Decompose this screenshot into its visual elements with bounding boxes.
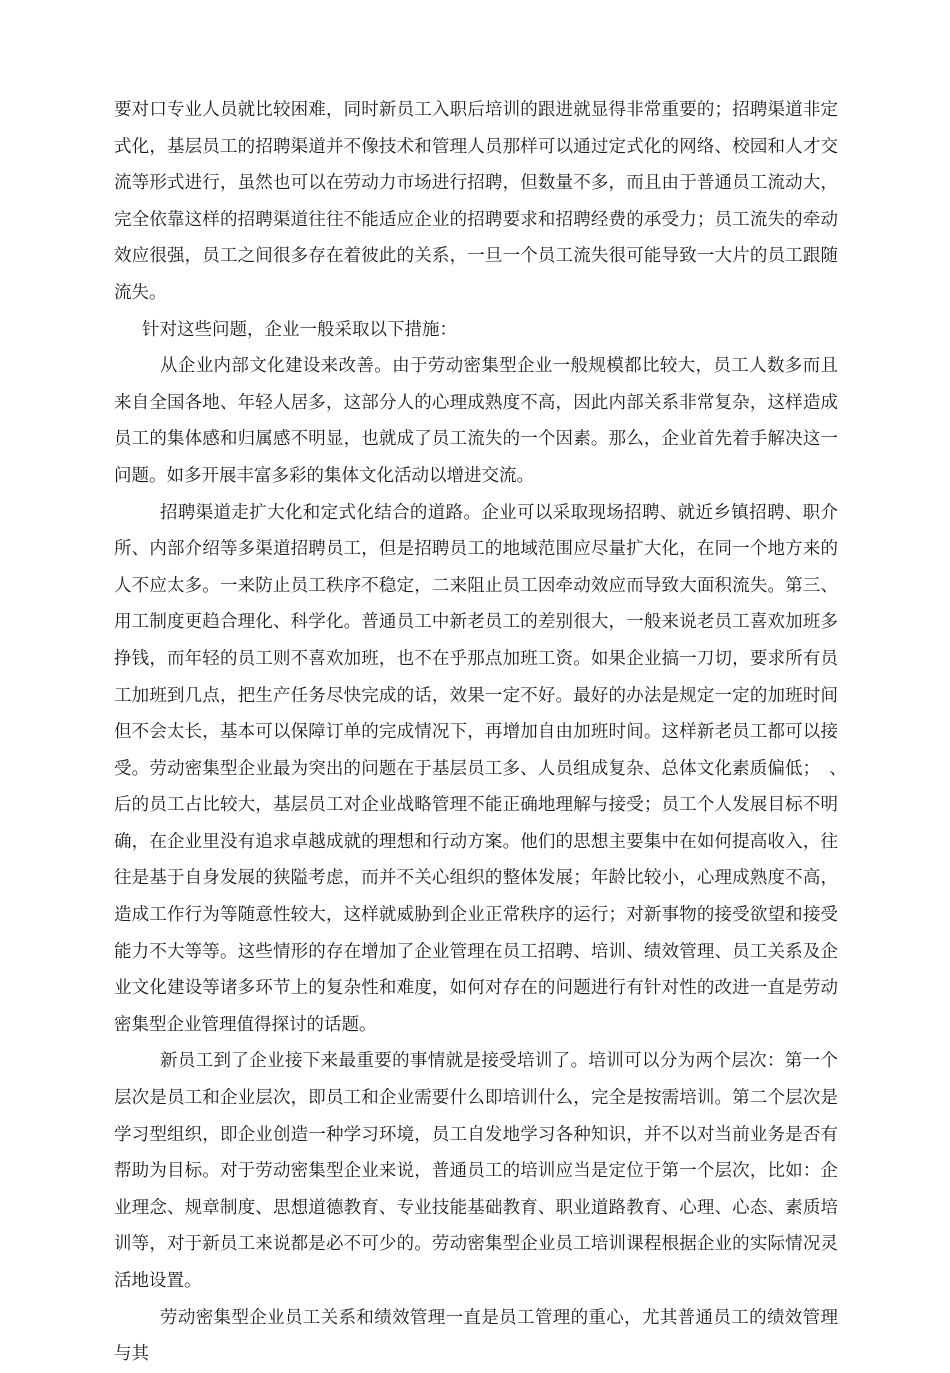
paragraph-3: 从企业内部文化建设来改善。由于劳动密集型企业一般规模都比较大，员工人数多而且来自全国各地、年轻人居多，这部分人的心理成熟度不高，因此内部关系非常复杂，这样造成员工的集体感和归属感不明显，也就成了员工流失的一个因素。那么，企业首先着手解决这一问题。如多开展丰富多彩的集体文化活动以增进交流。 — [114, 356, 838, 486]
paragraph-4: 招聘渠道走扩大化和定式化结合的道路。企业可以采取现场招聘、就近乡镇招聘、职介所、内部介绍等多渠道招聘员工，但是招聘员工的地域范围应尽量扩大化，在同一个地方来的人不应太多。一来防止员工秩序不稳定，二来阻止员工因牵动效应而导致大面积流失。第三、用工制度更趋合理化、科学化。普通员工中新老员工的差别很大，一般来说老员工喜欢加班多挣钱，而年轻的员工则不喜欢加班，也不在乎那点加班工资。如果企业搞一刀切，要求所有员工加班到几点，把生产任务尽快完成的话，效果一定不好。最好的办法是规定一定的加班时间但不会太长，基本可以保障订单的完成情况下，再增加自由加班时间。这样新老员工都可以接受。劳动密集型企业最为突出的问题在于基层员工多、人员组成复杂、总体文化素质偏低； 、 后的员工占比较大，基层员工对企业战略管理不能正确地理解与接受；员工个人发展目标不明确，在企业里没有追求卓越成就的理想和行动方案。他们的思想主要集中在如何提高收入，往往是基于自身发展的狭隘考虑，而并不关心组织的整体发展；年龄比较小，心理成熟度不高，造成工作行为等随意性较大，这样就威胁到企业正常秩序的运行；对新事物的接受欲望和接受能力不大等等。这些情形的存在增加了企业管理在员工招聘、培训、绩效管理、员工关系及企业文化建设等诸多环节上的复杂性和难度，如何对存在的问题进行有针对性的改进一直是劳动密集型企业管理值得探讨的话题。 — [114, 502, 856, 1035]
paragraph-5: 新员工到了企业接下来最重要的事情就是接受培训了。培训可以分为两个层次：第一个层次是员工和企业层次，即员工和企业需要什么即培训什么，完全是按需培训。第二个层次是学习型组织，即企业创造一种学习环境，员工自发地学习各种知识，并不以对当前业务是否有帮助为目标。对于劳动密集型企业来说，普通员工的培训应当是定位于第一个层次，比如：企业理念、规章制度、思想道德教育、专业技能基础教育、职业道路教育、心理、心态、素质培训等，对于新员工来说都是必不可少的。劳动密集型企业员工培训课程根据企业的实际情况灵活地设置。 — [114, 1051, 838, 1291]
document-body — [114, 92, 856, 1373]
paragraph-6: 劳动密集型企业员工关系和绩效管理一直是员工管理的重心，尤其普通员工的绩效管理与其 — [114, 1307, 838, 1365]
paragraph-2: 针对这些问题，企业一般采取以下措施： — [142, 319, 457, 340]
paragraph-1: 要对口专业人员就比较困难，同时新员工入职后培训的跟进就显得非常重要的；招聘渠道非定式化，基层员工的招聘渠道并不像技术和管理人员那样可以通过定式化的网络、校园和人才交流等形式进行，虽然也可以在劳动力市场进行招聘，但数量不多，而且由于普通员工流动大，完全依靠这样的招聘渠道往往不能适应企业的招聘要求和招聘经费的承受力；员工流失的牵动效应很强，员工之间很多存在着彼此的关系，一旦一个员工流失很可能导致一大片的员工跟随流失。 — [114, 100, 838, 303]
